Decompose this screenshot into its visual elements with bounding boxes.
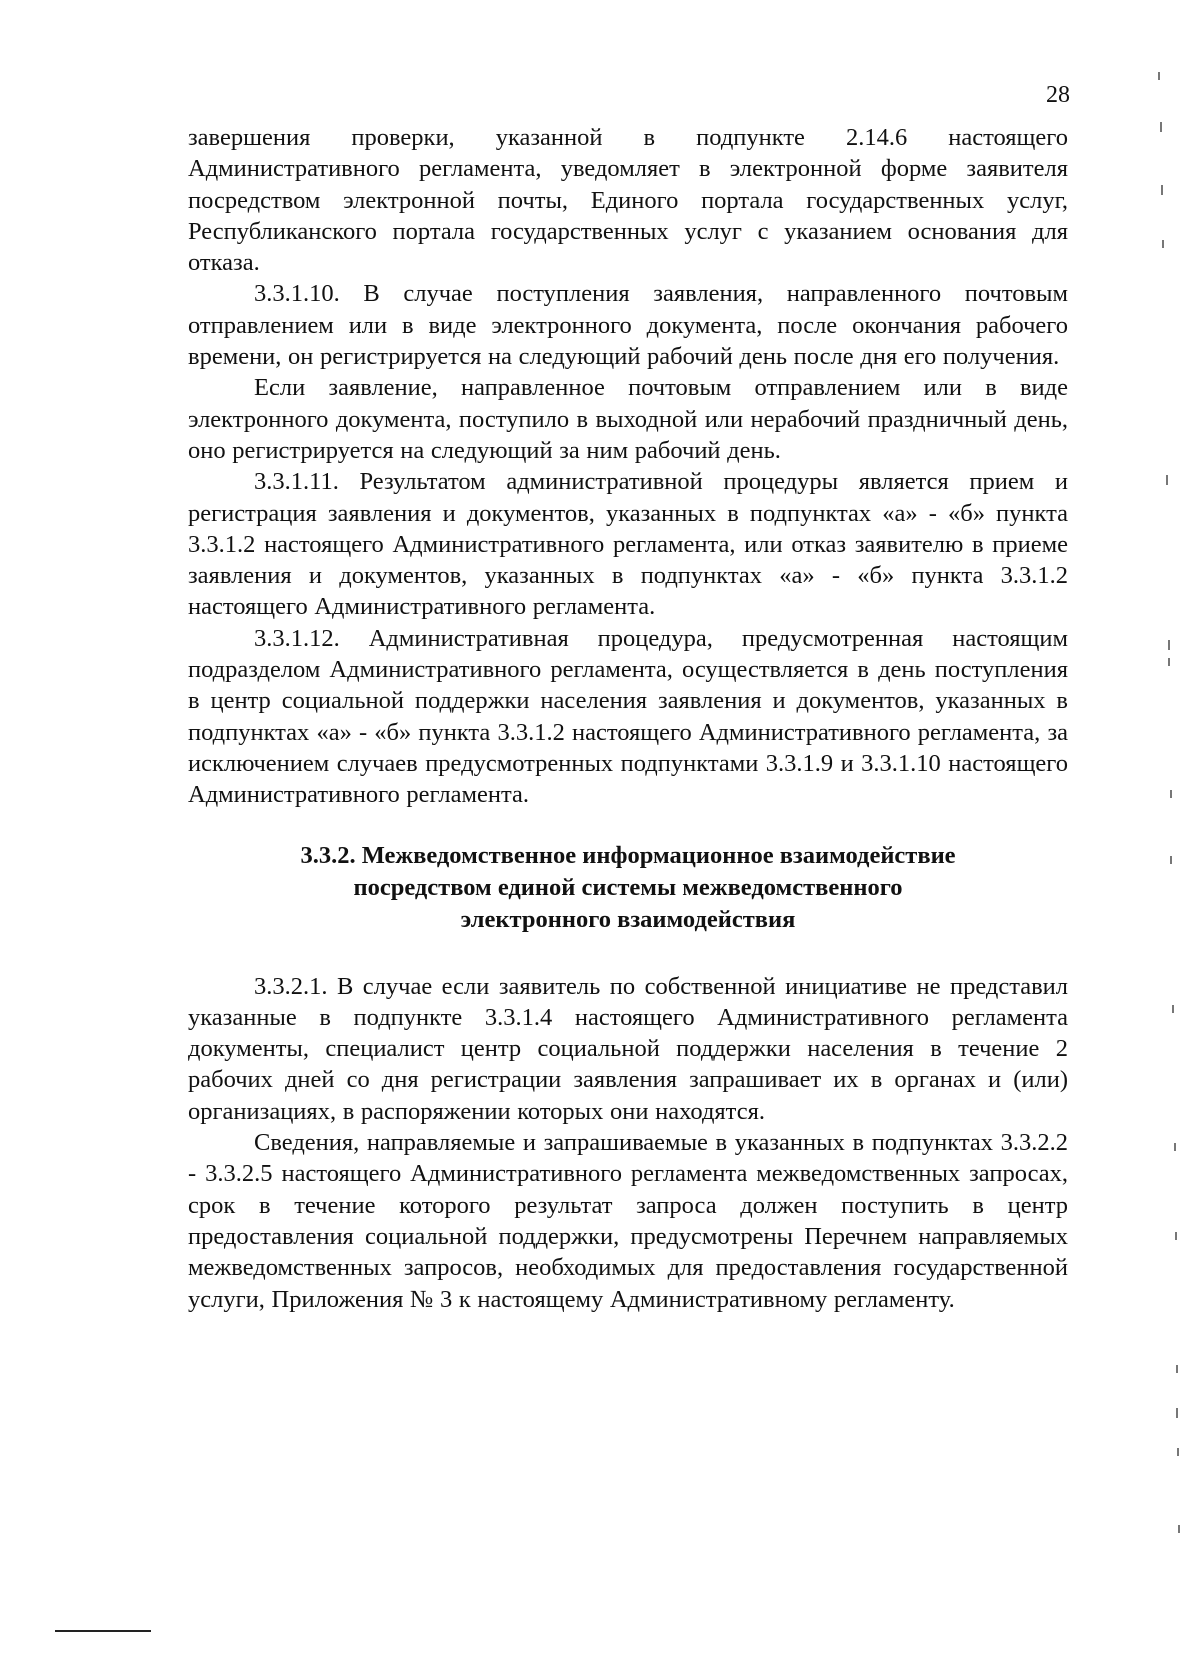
page-number: 28 — [1046, 82, 1070, 108]
scan-speck — [1170, 790, 1172, 798]
scan-speck — [1158, 72, 1160, 80]
scan-speck — [1174, 1143, 1176, 1151]
scan-speck — [1162, 240, 1164, 248]
scan-speck — [1178, 1525, 1180, 1533]
section-heading-line-1: 3.3.2. Межведомственное информационное взаимодействие — [300, 841, 956, 869]
scan-speck — [1170, 856, 1172, 864]
section-heading-line-2: посредством единой системы межведомственного — [353, 873, 903, 901]
paragraph-3-3-1-10: 3.3.1.10. В случае поступления заявления, направленного почтовым отправлением или в виде электронного документа, после окончания рабочего времени, он регистрируется на следующий рабочий день после дня его получения. — [188, 280, 1068, 371]
scan-speck — [1168, 640, 1170, 650]
scan-speck — [1168, 658, 1170, 666]
paragraph-interagency-requests: Сведения, направляемые и запрашиваемые в указанных в подпунктах 3.3.2.2 - 3.3.2.5 настоящего Административного регламента межведомственных запросах, срок в течение которого результат запроса должен поступить в центр предоставления социальной поддержки, предусмотрены Перечнем направляемых межведомственных запросов, необходимых для предоставления государственной услуги, Приложения № 3 к настоящему Административному регламенту. — [188, 1129, 1068, 1313]
section-heading-line-3: электронного взаимодействия — [460, 905, 796, 933]
scan-speck — [1161, 185, 1163, 195]
paragraph-3-3-1-12: 3.3.1.12. Административная процедура, предусмотренная настоящим подразделом Административного регламента, осуществляется в день поступления в центр социальной поддержки населения заявления и документов, указанных в подпунктах «а» - «б» пункта 3.3.1.2 настоящего Административного регламента, за исключением случаев предусмотренных подпунктами 3.3.1.9 и 3.3.1.10 настоящего Административного регламента. — [188, 624, 1068, 809]
scan-speck — [1176, 1408, 1178, 1418]
scan-speck — [1166, 475, 1168, 485]
paragraph-holiday-registration: Если заявление, направленное почтовым отправлением или в виде электронного документа, поступило в выходной или нерабочий праздничный день, оно регистрируется на следующий за ним рабочий день. — [188, 374, 1068, 464]
scan-speck — [1172, 1005, 1174, 1013]
paragraph-3-3-1-11: 3.3.1.11. Результатом административной процедуры является прием и регистрация заявления и документов, указанных в подпунктах «а» - «б» пункта 3.3.1.2 настоящего Административного регламента, или отказ заявителю в приеме заявления и документов, указанных в подпунктах «а» - «б» пункта 3.3.1.2 настоящего Административного регламента. — [188, 468, 1068, 621]
document-body — [188, 122, 1068, 1315]
paragraph-refusal-notice: завершения проверки, указанной в подпункте 2.14.6 настоящего Административного регламента, уведомляет в электронной форме заявителя посредством электронной почты, Единого портала государственных услуг, Республиканского портала государственных услуг с указанием основания для отказа. — [188, 124, 1068, 277]
scan-speck — [1160, 122, 1162, 132]
paragraph-3-3-2-1: 3.3.2.1. В случае если заявитель по собственной инициативе не представил указанные в подпункте 3.3.1.4 настоящего Административного регламента документы, специалист центр социальной поддержки населения в течение 2 рабочих дней со дня регистрации заявления запрашивает их в органах и (или) организациях, в распоряжении которых они находятся. — [188, 972, 1068, 1125]
scan-speck — [1177, 1448, 1179, 1456]
footnote-divider — [55, 1630, 151, 1632]
scan-speck — [1176, 1365, 1178, 1373]
section-heading-3-3-2 — [188, 840, 1068, 936]
scan-speck — [1175, 1232, 1177, 1240]
